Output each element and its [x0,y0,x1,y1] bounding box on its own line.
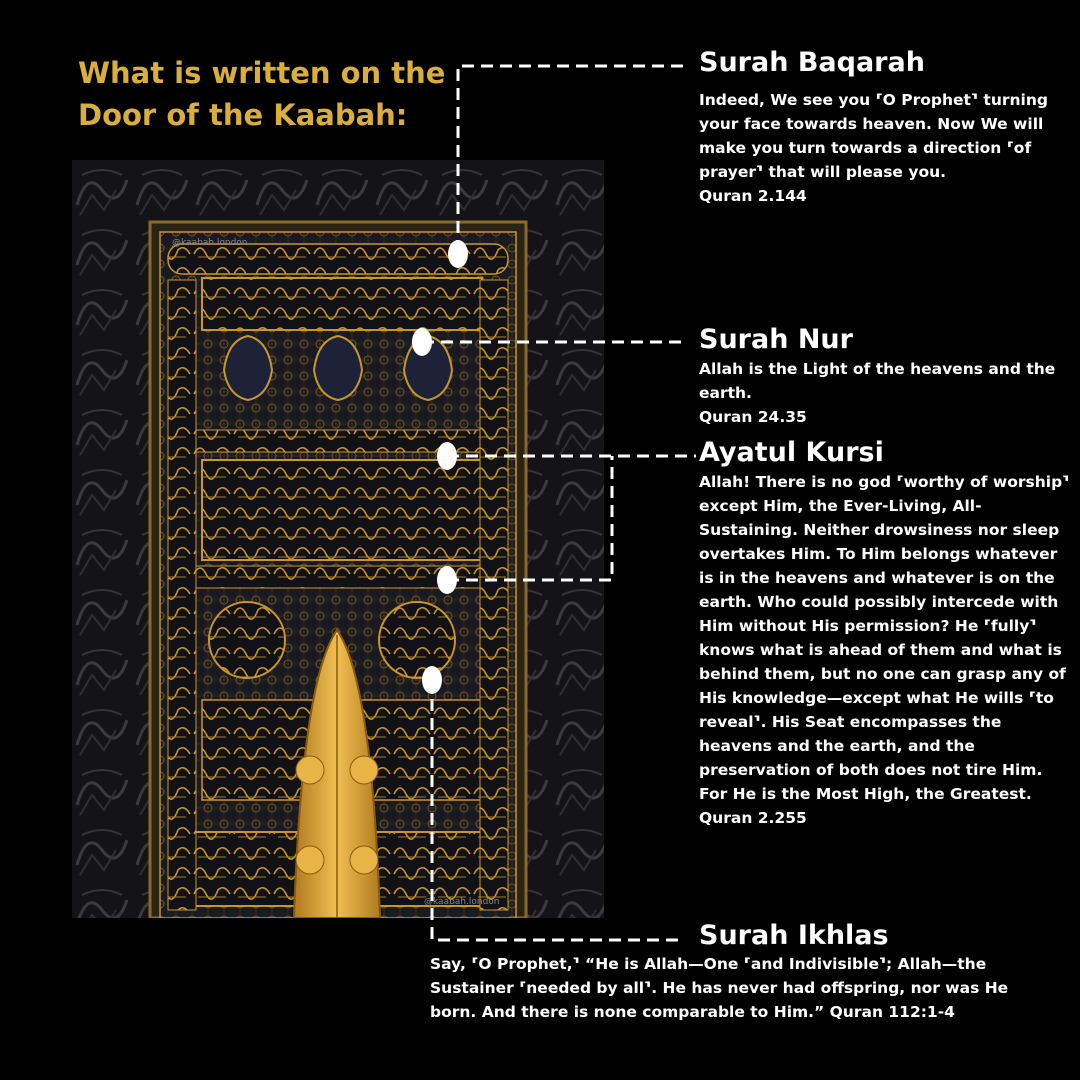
title-line-1: What is written on the [78,56,446,90]
title-line-2: Door of the Kaabah: [78,98,408,132]
annotation-heading: Ayatul Kursi [699,437,884,468]
annotation-body: Indeed, We see you ⸢O Prophet⸣ turning your face towards heaven. Now We will make you turn towards a direction ⸢of prayer⸣ that will please you. [699,91,1048,181]
marker-kursi-top [437,442,457,470]
annotation-reference: Quran 2.144 [699,187,807,205]
annotation-body-ikhlas: Say, ⸢O Prophet,⸣ “He is Allah—One ⸢and Indivisible⸣; Allah—the Sustainer ⸢needed by all⸣. He has never had offspring, nor was He born. And there is none comparable to Him.” Quran 112:1-4 [430,955,1009,1021]
annotation-heading: Surah Baqarah [699,47,925,78]
annotation-body: Allah is the Light of the heavens and the earth. [699,360,1056,402]
marker-baqarah [448,240,468,268]
annotation-heading: Surah Ikhlas [699,920,889,951]
watermark-top: @kaabah.london [172,238,248,248]
annotation-reference: Quran 24.35 [699,408,807,426]
annotation-surah-ikhlas [699,919,1059,953]
marker-nur [412,328,432,356]
marker-ikhlas [422,666,442,694]
annotation-body: Allah! There is no god ⸢worthy of worship⸣ except Him, the Ever-Living, All-Sustaining. Neither drowsiness nor sleep overtakes Him. To Him belongs whatever is in the heavens and whatever is on the earth. Who could possibly intercede with Him without His permission? He ⸢fully⸣ knows what is ahead of them and what is behind them, but no one can grasp any of His knowledge—except what He wills ⸢to reveal⸣. His Seat encompasses the heavens and the earth, and the preservation of both does not tire Him. For He is the Most High, the Greatest. Quran 2.255 [699,473,1070,827]
marker-kursi-bottom [437,566,457,594]
kaabah-door-image [72,160,604,918]
annotation-surah-baqarah [699,46,1064,208]
watermark-bottom: @kaabah.london [424,897,500,907]
annotation-heading: Surah Nur [699,324,853,355]
annotation-surah-nur [699,323,1064,429]
page-title [78,52,478,136]
annotation-ayatul-kursi [699,436,1071,830]
